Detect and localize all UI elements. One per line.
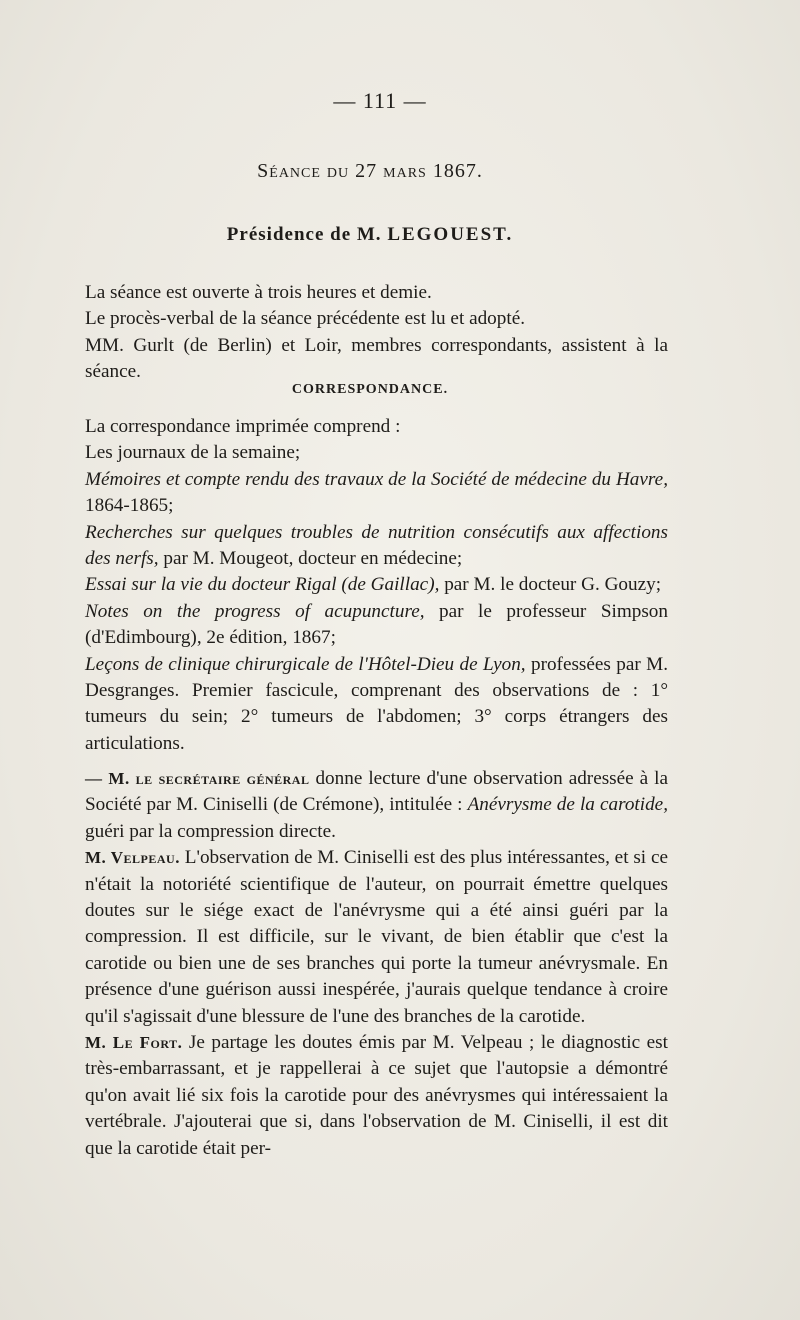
session-month: mars <box>383 160 427 182</box>
opening-line-1: La séance est ouverte à trois heures et demie. <box>85 282 432 303</box>
opening-block <box>85 280 668 386</box>
item-3-rest: par M. le docteur G. Gouzy; <box>439 574 662 596</box>
session-prefix: Séance du <box>257 160 350 182</box>
correspondance-item-5 <box>85 652 668 758</box>
secretaire-text: donne lecture d'une observation adressée à la Société par M. Ciniselli (de Crémone), intitulée : <box>85 768 668 816</box>
correspondance-intro: La correspondance imprimée comprend : <box>85 416 401 437</box>
item-5-title: Leçons de clinique chirurgicale de l'Hôtel-Dieu de Lyon, <box>85 653 526 675</box>
item-2-rest: par M. Mougeot, docteur en médecine; <box>158 548 463 570</box>
correspondance-item-4 <box>85 599 668 652</box>
correspondance-block <box>85 414 668 757</box>
correspondance-item-3 <box>85 572 668 598</box>
secretaire-paragraph <box>85 766 668 845</box>
correspondance-journaux: Les journaux de la semaine; <box>85 442 301 464</box>
secretaire-speaker: — M. le secrétaire général <box>85 769 310 788</box>
session-year: 1867. <box>432 160 483 182</box>
page-number: — 111 — <box>333 88 427 113</box>
presidency-label: Présidence de M. <box>226 224 382 245</box>
item-1-title: Mémoires et compte rendu des travaux de la Société de médecine du Havre, <box>85 468 668 490</box>
velpeau-text: L'observation de M. Ciniselli est des plus intéressantes, et si ce n'était la notoriété scientifique de l'auteur, on pourrait émettre quelques doutes sur le siége exact de l'anévrysme qui a été ainsi guéri par la compression. Il est difficile, sur le vivant, de bien établir que c'est la carotide ou bien une de ses branches qui porte la tumeur anévrysmale. En présence d'une guérison aussi inespérée, j'aurais quelque tendance à croire qu'il s'agissait d'une blessure de l'une des branches de la carotide. <box>85 847 668 1027</box>
item-5-rest: professées par M. Desgranges. Premier fascicule, comprenant des observations de : 1° tumeurs du sein; 2° tumeurs de l'abdomen; 3° corps étrangers des articulations. <box>85 653 669 754</box>
item-3-title: Essai sur la vie du docteur Rigal (de Gaillac), <box>85 574 440 596</box>
item-4-rest: par le professeur Simpson (d'Edimbourg), 2e édition, 1867; <box>85 600 668 649</box>
opening-line-3: MM. Gurlt (de Berlin) et Loir, membres correspondants, assistent à la séance. <box>85 334 668 383</box>
item-4-title: Notes on the progress of acupuncture, <box>85 600 425 622</box>
discussion-block <box>85 766 668 1162</box>
secretaire-title: Anévrysme de la carotide, <box>467 794 668 816</box>
velpeau-paragraph <box>85 845 668 1030</box>
opening-line-2: Le procès-verbal de la séance précédente est lu et adopté. <box>85 308 526 330</box>
session-title <box>0 160 740 183</box>
secretaire-end: guéri par la compression directe. <box>85 820 336 842</box>
correspondance-item-2 <box>85 520 668 573</box>
item-1-rest: 1864-1865; <box>85 495 174 517</box>
presidency-name: LEGOUEST. <box>387 224 514 245</box>
correspondance-heading: CORRESPONDANCE. <box>291 382 449 397</box>
lefort-speaker: M. Le Fort. <box>85 1033 183 1053</box>
presidency-line <box>0 224 740 246</box>
velpeau-speaker: M. Velpeau. <box>85 848 180 868</box>
lefort-paragraph <box>85 1030 668 1162</box>
item-2-title: Recherches sur quelques troubles de nutrition consécutifs aux affections des nerfs, <box>85 521 668 570</box>
lefort-text: Je partage les doutes émis par M. Velpeau ; le diagnostic est très-embarrassant, et je rappellerai à ce sujet que l'autopsie a démontré qu'on avait lié six fois la carotide pour des anévrysmes qui intéressaient la vertébrale. J'ajouterai que si, dans l'observation de M. Ciniselli, il est dit que la carotide était per- <box>85 1032 668 1159</box>
correspondance-item-1 <box>85 467 668 520</box>
session-day: 27 <box>355 160 378 182</box>
